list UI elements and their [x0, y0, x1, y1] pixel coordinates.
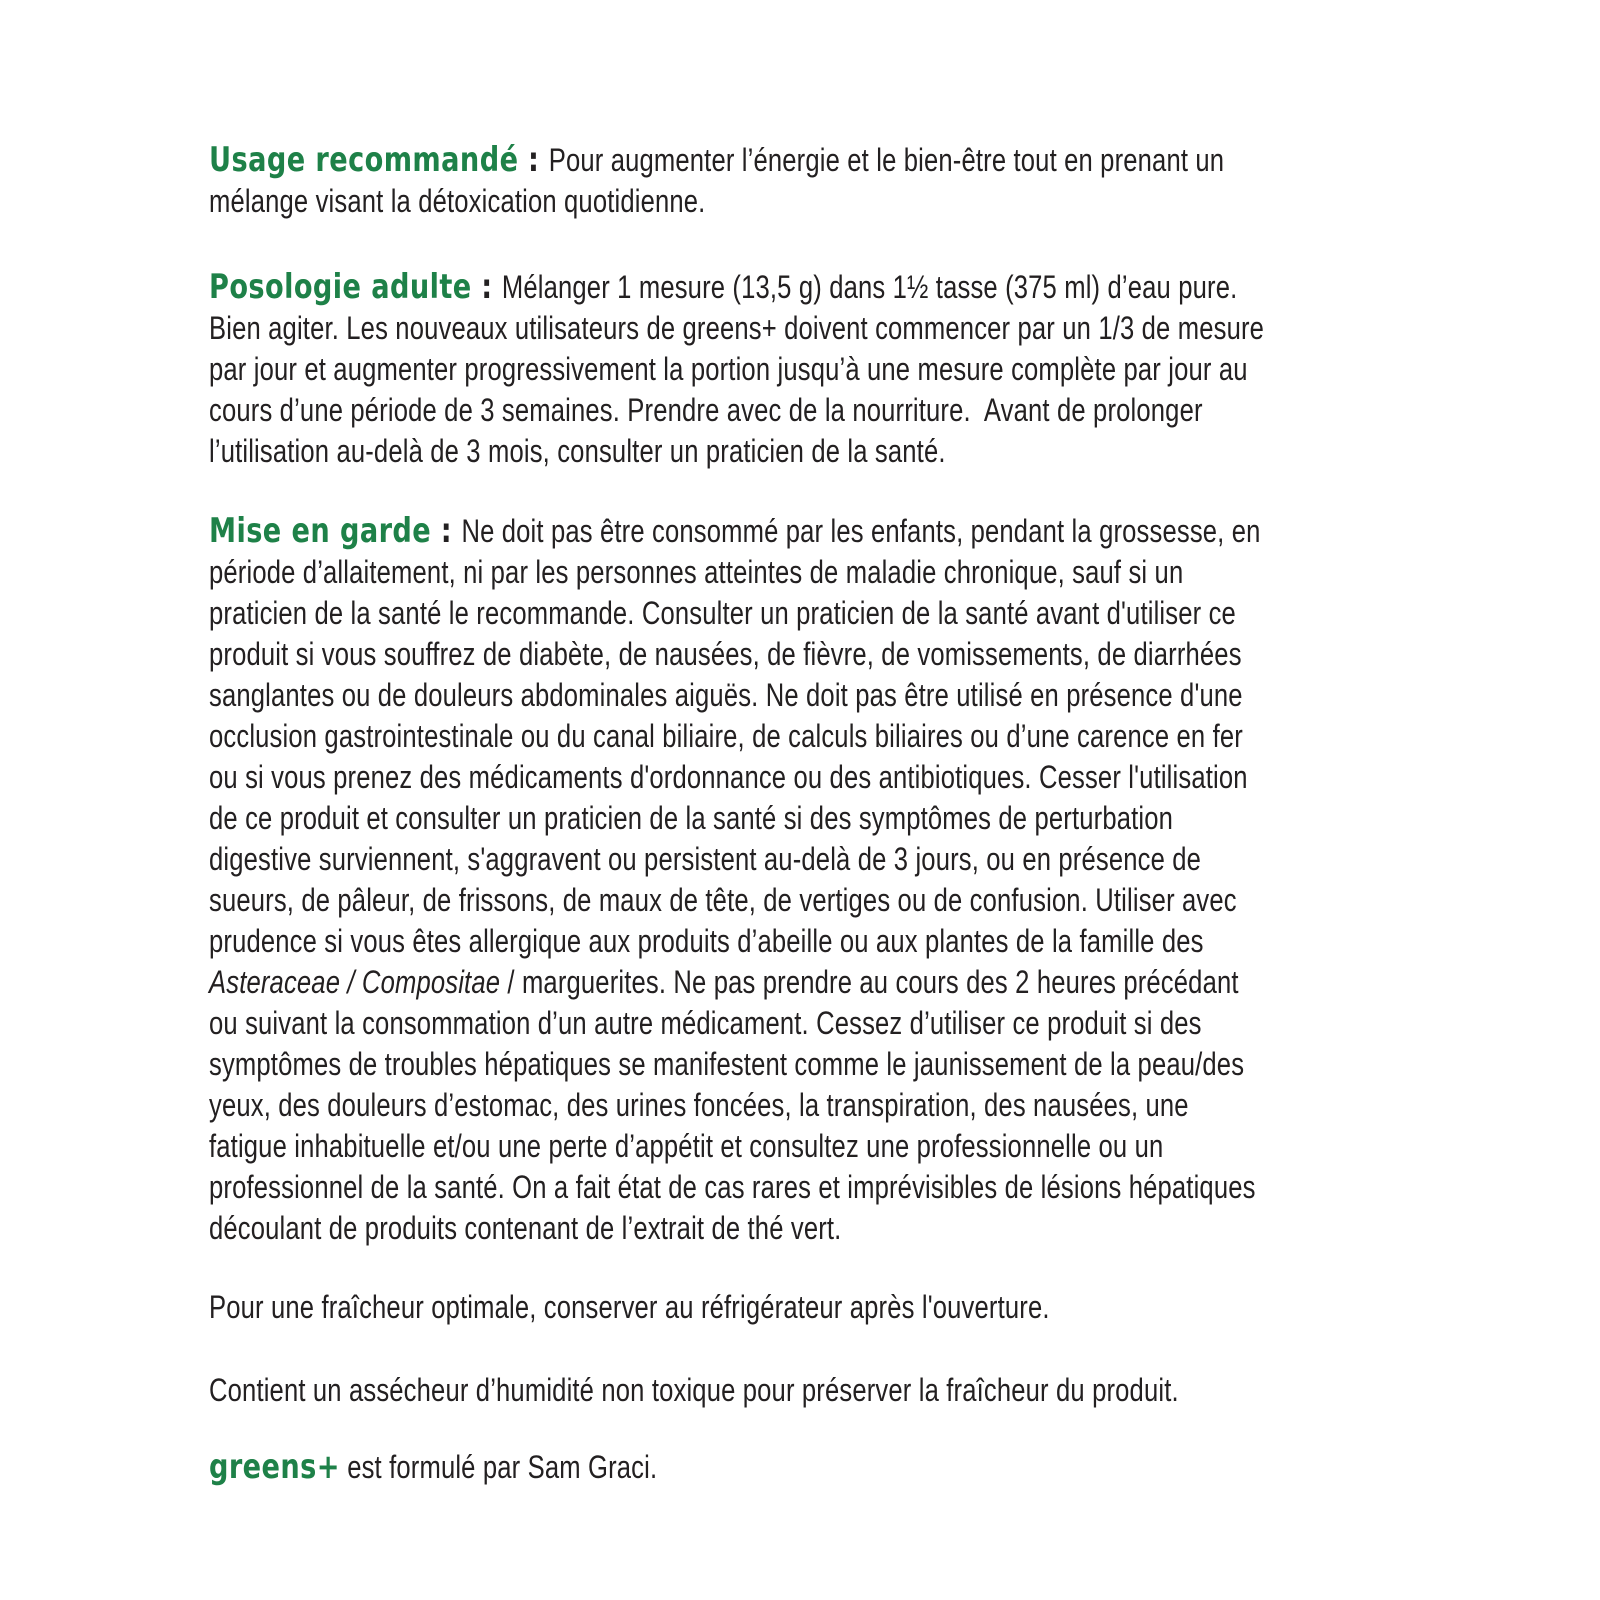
mise-line-2: période d’allaitement, ni par les personnes atteintes de maladie chronique, sauf si un	[209, 554, 1184, 590]
posologie-line-3: par jour et augmenter progressivement la portion jusqu’à une mesure complète par jour au	[209, 351, 1248, 387]
mise-line-15: yeux, des douleurs d’estomac, des urines foncées, la transpiration, des nausées, une	[209, 1087, 1189, 1123]
mise-line-18: découlant de produits contenant de l’extrait de thé vert.	[209, 1210, 842, 1246]
brand-name: greens+	[209, 1447, 340, 1487]
mise-line-10: sueurs, de pâleur, de frissons, de maux de tête, de vertiges ou de confusion. Utiliser avec	[209, 882, 1237, 918]
mise-text-1: Ne doit pas être consommé par les enfants, pendant la grossesse, en	[461, 513, 1261, 549]
mise-line-9: digestive surviennent, s'aggravent ou persistent au-delà de 3 jours, ou en présence de	[209, 841, 1202, 877]
section-storage-note	[209, 1287, 1393, 1328]
section-usage-recommande	[209, 140, 1393, 222]
mise-line-4: produit si vous souffrez de diabète, de nausées, de fièvre, de vomissements, de diarrhées	[209, 636, 1242, 672]
mise-line-6: occlusion gastrointestinale ou du canal biliaire, de calculs biliaires ou d’une carence en fer	[209, 718, 1243, 754]
posologie-line-2: Bien agiter. Les nouveaux utilisateurs de greens+ doivent commencer par un 1/3 de mesure	[209, 310, 1265, 346]
mise-line-14: symptômes de troubles hépatiques se manifestent comme le jaunissement de la peau/des	[209, 1046, 1245, 1082]
mise-line-17: professionnel de la santé. On a fait état de cas rares et imprévisibles de lésions hépatiques	[209, 1169, 1256, 1205]
usage-text-1: Pour augmenter l’énergie et le bien-être tout en prenant un	[548, 142, 1225, 178]
mise-line-3: praticien de la santé le recommande. Consulter un praticien de la santé avant d'utiliser ce	[209, 595, 1236, 631]
usage-heading: Usage recommandé	[209, 140, 519, 180]
section-posologie-adulte	[209, 267, 1393, 472]
usage-line-1	[209, 140, 1393, 181]
mise-line-12-asteraceae	[209, 962, 1393, 1003]
formulated-by-line	[209, 1447, 1393, 1488]
posologie-text-1: Mélanger 1 mesure (13,5 g) dans 1½ tasse (375 ml) d’eau pure.	[501, 269, 1238, 305]
mise-line-1	[209, 511, 1393, 552]
mise-line-7: ou si vous prenez des médicaments d'ordonnance ou des antibiotiques. Cesser l'utilisation	[209, 759, 1248, 795]
mise-line-8: de ce produit et consulter un praticien de la santé si des symptômes de perturbation	[209, 800, 1174, 836]
posologie-heading-separator: :	[471, 267, 502, 307]
label-text-block	[209, 140, 1393, 1488]
usage-line-2: mélange visant la détoxication quotidienne.	[209, 183, 706, 219]
storage-line: Pour une fraîcheur optimale, conserver au réfrigérateur après l'ouverture.	[209, 1289, 1050, 1325]
asteraceae-regular-text: / marguerites. Ne pas prendre au cours des 2 heures précédant	[500, 964, 1239, 1000]
mise-line-5: sanglantes ou de douleurs abdominales aiguës. Ne doit pas être utilisé en présence d'une	[209, 677, 1243, 713]
posologie-heading: Posologie adulte	[209, 267, 472, 307]
formulated-by-text: est formulé par Sam Graci.	[339, 1449, 658, 1485]
section-desiccant-note	[209, 1370, 1393, 1411]
section-mise-en-garde	[209, 511, 1393, 1249]
usage-heading-separator: :	[518, 140, 549, 180]
mise-heading-separator: :	[431, 511, 462, 551]
posologie-line-1	[209, 267, 1393, 308]
asteraceae-italic-text: Asteraceae / Compositae	[209, 964, 501, 1000]
posologie-line-5: l’utilisation au-delà de 3 mois, consulter un praticien de la santé.	[209, 433, 946, 469]
mise-line-11: prudence si vous êtes allergique aux produits d’abeille ou aux plantes de la famille des	[209, 923, 1204, 959]
mise-line-16: fatigue inhabituelle et/ou une perte d’appétit et consultez une professionnelle ou un	[209, 1128, 1164, 1164]
desiccant-line: Contient un assécheur d’humidité non toxique pour préserver la fraîcheur du produit.	[209, 1372, 1179, 1408]
mise-line-13: ou suivant la consommation d’un autre médicament. Cessez d’utiliser ce produit si des	[209, 1005, 1202, 1041]
section-formulated-by	[209, 1447, 1393, 1488]
posologie-line-4: cours d’une période de 3 semaines. Prendre avec de la nourriture. Avant de prolonger	[209, 392, 1203, 428]
mise-heading: Mise en garde	[209, 511, 432, 551]
